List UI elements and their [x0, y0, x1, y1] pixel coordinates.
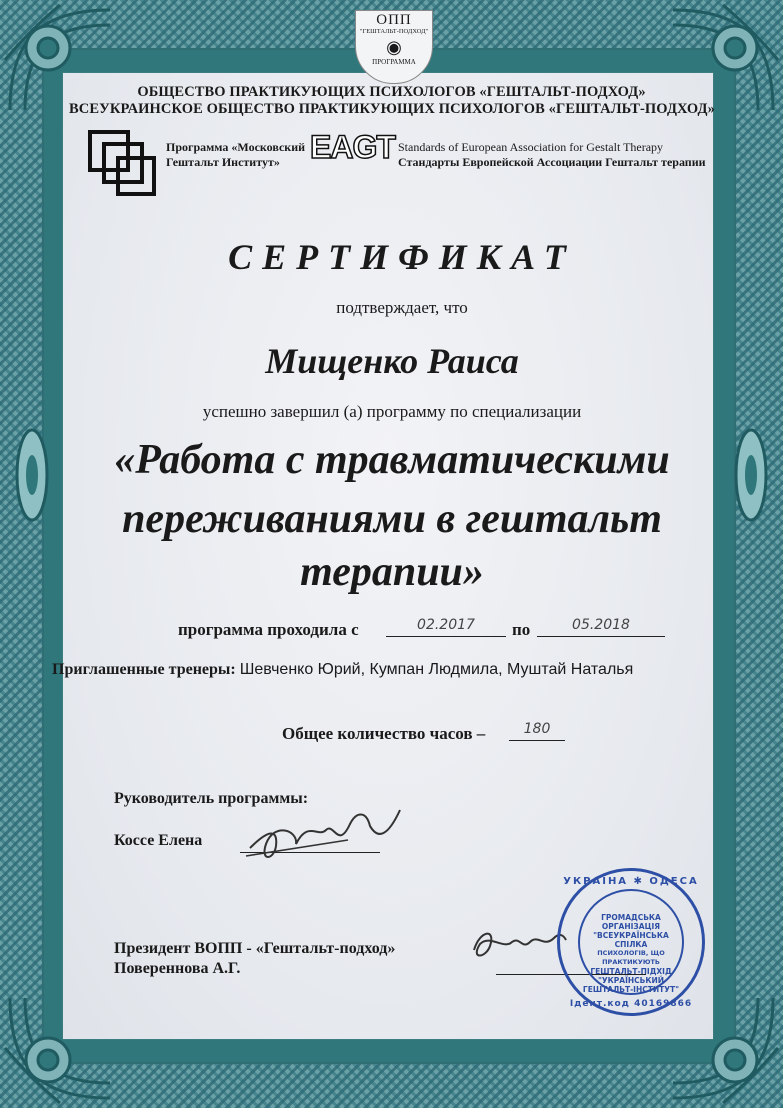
- opp-badge: [355, 10, 433, 84]
- badge-bottom: ПРОГРАММА: [372, 58, 416, 66]
- stamp-l3: "ВСЕУКРАЇНСЬКА СПІЛКА: [593, 931, 669, 949]
- trainers-label: Приглашенные тренеры:: [52, 661, 236, 678]
- header-line-1: ОБЩЕСТВО ПРАКТИКУЮЩИХ ПСИХОЛОГОВ «ГЕШТАЛЬТ-ПОДХОД»: [137, 84, 646, 100]
- eagt-text: [398, 140, 706, 170]
- official-stamp: [557, 868, 705, 1016]
- stamp-inner: [578, 889, 684, 995]
- recipient-name: Мищенко Раиса: [265, 341, 519, 381]
- stamp-l7: ГЕШТАЛЬТ-ІНСТИТУТ": [582, 985, 680, 994]
- president-label: Президент ВОПП - «Гештальт-подход»: [114, 940, 396, 957]
- stamp-l2: ОРГАНІЗАЦІЯ: [601, 922, 661, 931]
- spec-line-2: переживаниями в гештальт: [122, 496, 662, 542]
- stamp-top: УКРАЇНА ✱ ОДЕСА: [563, 876, 699, 887]
- head-label: Руководитель программы:: [114, 790, 309, 807]
- confirms-text: подтверждает, что: [336, 298, 468, 317]
- spec-line-1: «Работа с травматическими: [114, 437, 670, 483]
- head-name: Коссе Елена: [114, 832, 203, 849]
- stamp-l1: ГРОМАДСЬКА: [601, 913, 661, 922]
- trainers-row: [52, 661, 633, 679]
- program-line-2: Гештальт Институт»: [166, 155, 280, 169]
- eagt-en: Standards of European Association for Gestalt Therapy: [398, 140, 664, 154]
- head-signature: [238, 800, 408, 870]
- program-text: [166, 140, 305, 170]
- badge-arc: "ГЕШТАЛЬТ-ПОДХОД": [359, 28, 429, 35]
- hours-value: 180: [509, 718, 565, 741]
- president-name: Поверенновa А.Г.: [114, 960, 241, 977]
- trainers-value: Шевченко Юрий, Кумпан Людмила, Муштай Наталья: [239, 661, 634, 678]
- president-signature: [460, 920, 570, 970]
- stamp-l6: "УКРАЇНСЬКИЙ: [597, 976, 665, 985]
- brain-icon: ◉: [386, 37, 402, 57]
- period-to-label: по: [512, 620, 531, 639]
- squares-logo-icon: [86, 128, 158, 200]
- period-from: 02.2017: [386, 614, 506, 637]
- header-line-2: ВСЕУКРАИНСКОЕ ОБЩЕСТВО ПРАКТИКУЮЩИХ ПСИХОЛОГОВ «ГЕШТАЛЬТ-ПОДХОД»: [69, 101, 715, 117]
- period-to: 05.2018: [537, 614, 665, 637]
- eagt-logo: EAGT: [310, 129, 395, 165]
- eagt-ru: Стандарты Европейской Ассоциации Гештальт терапии: [398, 155, 706, 169]
- completed-text: успешно завершил (а) программу по специализации: [202, 402, 582, 421]
- stamp-l5: ГЕШТАЛЬТ-ПІДХІД: [590, 967, 672, 976]
- period-label: программа проходила с: [178, 620, 359, 639]
- certificate-title: СЕРТИФИКАТ: [228, 237, 576, 277]
- spec-line-3: терапии»: [300, 549, 484, 595]
- badge-top: ОПП: [376, 12, 412, 28]
- program-line-1: Программа «Московский: [166, 140, 306, 154]
- stamp-l4: ПСИХОЛОГІВ, ЩО ПРАКТИКУЮТЬ: [597, 949, 665, 966]
- hours-label: Общее количество часов –: [282, 724, 486, 743]
- stamp-bottom: Ідент.код 40169866: [569, 999, 693, 1009]
